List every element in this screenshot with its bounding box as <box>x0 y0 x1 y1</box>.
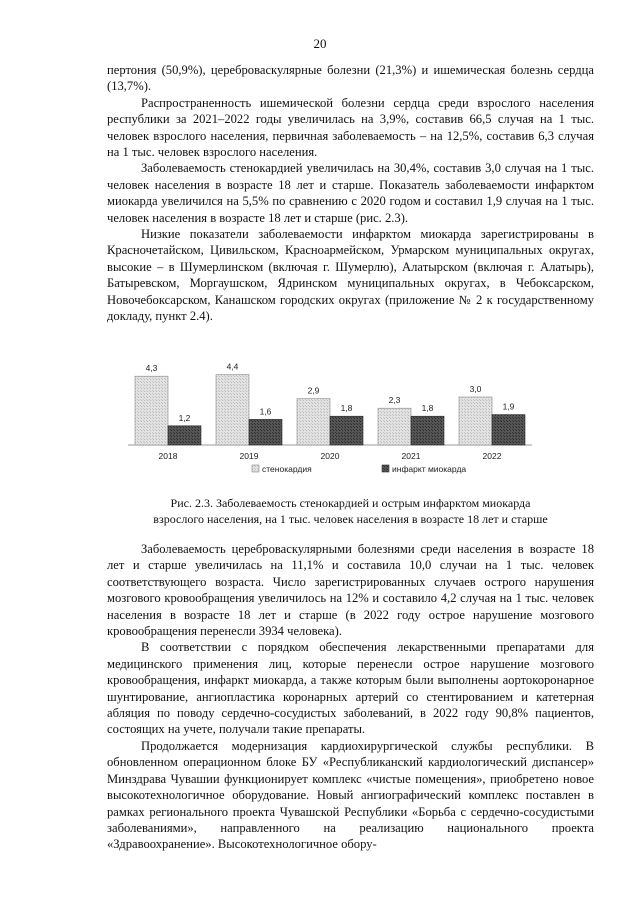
paragraph: Заболеваемость стенокардией увеличилась на 30,4%, составив 3,0 случая на 1 тыс. человек населения в возрасте 18 лет и старше. Показатель заболеваемости инфарктом миокарда увеличился на 5,5% по сравнению с 2020 годом и составил 1,9 случая на 1 тыс. человек населения в возрасте 18 лет и старше (рис. 2.3). <box>107 161 594 225</box>
data-label-infarction-2018: 1,2 <box>178 412 191 423</box>
paragraph: Низкие показатели заболеваемости инфарктом миокарда зарегистрированы в Красночетайском, Цивильском, Красноармейском, Урмарском муниципальных округах, высокие – в Шумерлинском (включая г. Шумерлю), Алатырском (включая г. Алатырь), Батыревском, Моргаушском, Ядринском муниципальных округах, в Чебоксарском, Новочебоксарском, Канашском городских округах (приложение № 2 к государственному докладу, пункт 2.4). <box>107 227 594 324</box>
text-block-top <box>107 62 594 325</box>
x-tick-label-2020: 2020 <box>320 451 340 461</box>
data-label-infarction-2022: 1,9 <box>502 401 515 412</box>
paragraph: Распространенность ишемической болезни сердца среди взрослого населения республики за 2021–2022 годы увеличилась на 3,9%, составив 66,5 случая на 1 тыс. человек взрослого населения, первичная заболеваемость – на 12,5%, составив 6,3 случая на 1 тыс. человек взрослого населения. <box>107 95 594 160</box>
x-tick-label-2021: 2021 <box>401 451 421 461</box>
text-block-bottom <box>107 541 594 853</box>
legend-swatch-infarction <box>382 465 389 472</box>
data-label-angina-2020: 2,9 <box>307 385 320 396</box>
x-tick-label-2019: 2019 <box>239 451 259 461</box>
bar-angina-2021 <box>378 408 411 445</box>
page-number: 20 <box>313 36 327 51</box>
x-tick-label-2022: 2022 <box>482 451 502 461</box>
paragraph: пертония (50,9%), цереброваскулярные болезни (21,3%) и ишемическая болезнь сердца (13,7%). <box>107 63 594 94</box>
data-label-angina-2018: 4,3 <box>145 363 158 374</box>
bar-infarction-2022 <box>492 415 525 445</box>
paragraph: В соответствии с порядком обеспечения лекарственными препаратами для медицинского применения лиц, которые перенесли острое нарушение мозгового кровообращения, инфаркт миокарда, а также которым были выполнены аортокоронарное шунтирование, ангиопластика коронарных артерий со стентированием и катетерная абляция по поводу сердечно-сосудистых заболеваний, в 2022 году 90,8% пациентов, состоящих на учете, получали такие препараты. <box>107 640 594 737</box>
bar-angina-2022 <box>459 397 492 445</box>
bar-infarction-2019 <box>249 419 282 445</box>
caption-line: взрослого населения, на 1 тыс. человек населения в возрасте 18 лет и старше <box>153 511 548 526</box>
x-tick-label-2018: 2018 <box>158 451 178 461</box>
figure-caption <box>107 496 594 527</box>
legend-label-angina: стенокардия <box>262 464 312 474</box>
bar-angina-2018 <box>135 376 168 445</box>
legend-label-infarction: инфаркт миокарда <box>392 464 467 474</box>
data-label-infarction-2020: 1,8 <box>340 403 353 414</box>
bar-angina-2019 <box>216 375 249 445</box>
bar-infarction-2020 <box>330 416 363 445</box>
caption-line: Рис. 2.3. Заболеваемость стенокардией и острым инфарктом миокарда <box>170 496 531 510</box>
chart-legend <box>252 464 466 474</box>
data-label-infarction-2019: 1,6 <box>259 406 272 417</box>
legend-swatch-angina <box>252 465 259 472</box>
data-label-angina-2019: 4,4 <box>226 361 239 372</box>
paragraph: Заболеваемость цереброваскулярными болезнями среди населения в возрасте 18 лет и старше увеличилась на 11,1% и составила 10,0 случаи на 1 тыс. человек соответствующего возраста. Число зарегистрированных случаев острого нарушения мозгового кровообращения увеличилось на 12% и составило 4,2 случая на 1 тыс. человек населения в возрасте 18 лет и старше (в 2022 году острое нарушение мозгового кровообращения перенесли 3934 человека). <box>107 542 594 639</box>
data-label-angina-2021: 2,3 <box>388 395 401 406</box>
data-label-infarction-2021: 1,8 <box>421 403 434 414</box>
bar-infarction-2018 <box>168 426 201 445</box>
paragraph: Продолжается модернизация кардиохирургической службы республики. В обновленном операционном блоке БУ «Республиканский кардиологический диспансер» Минздрава Чувашии функционирует комплекс «чистые помещения», приобретено новое высокотехнологичное оборудование. Новый ангиографический комплекс поставлен в рамках регионального проекта Чувашской Республики «Борьба с сердечно-сосудистыми заболеваниями», направленного на реализацию национального проекта «Здравоохранение». Высокотехнологичное обору- <box>107 738 594 852</box>
bar-angina-2020 <box>297 399 330 445</box>
data-label-angina-2022: 3,0 <box>469 384 482 394</box>
bar-infarction-2021 <box>411 416 444 445</box>
bar-chart <box>120 355 540 485</box>
